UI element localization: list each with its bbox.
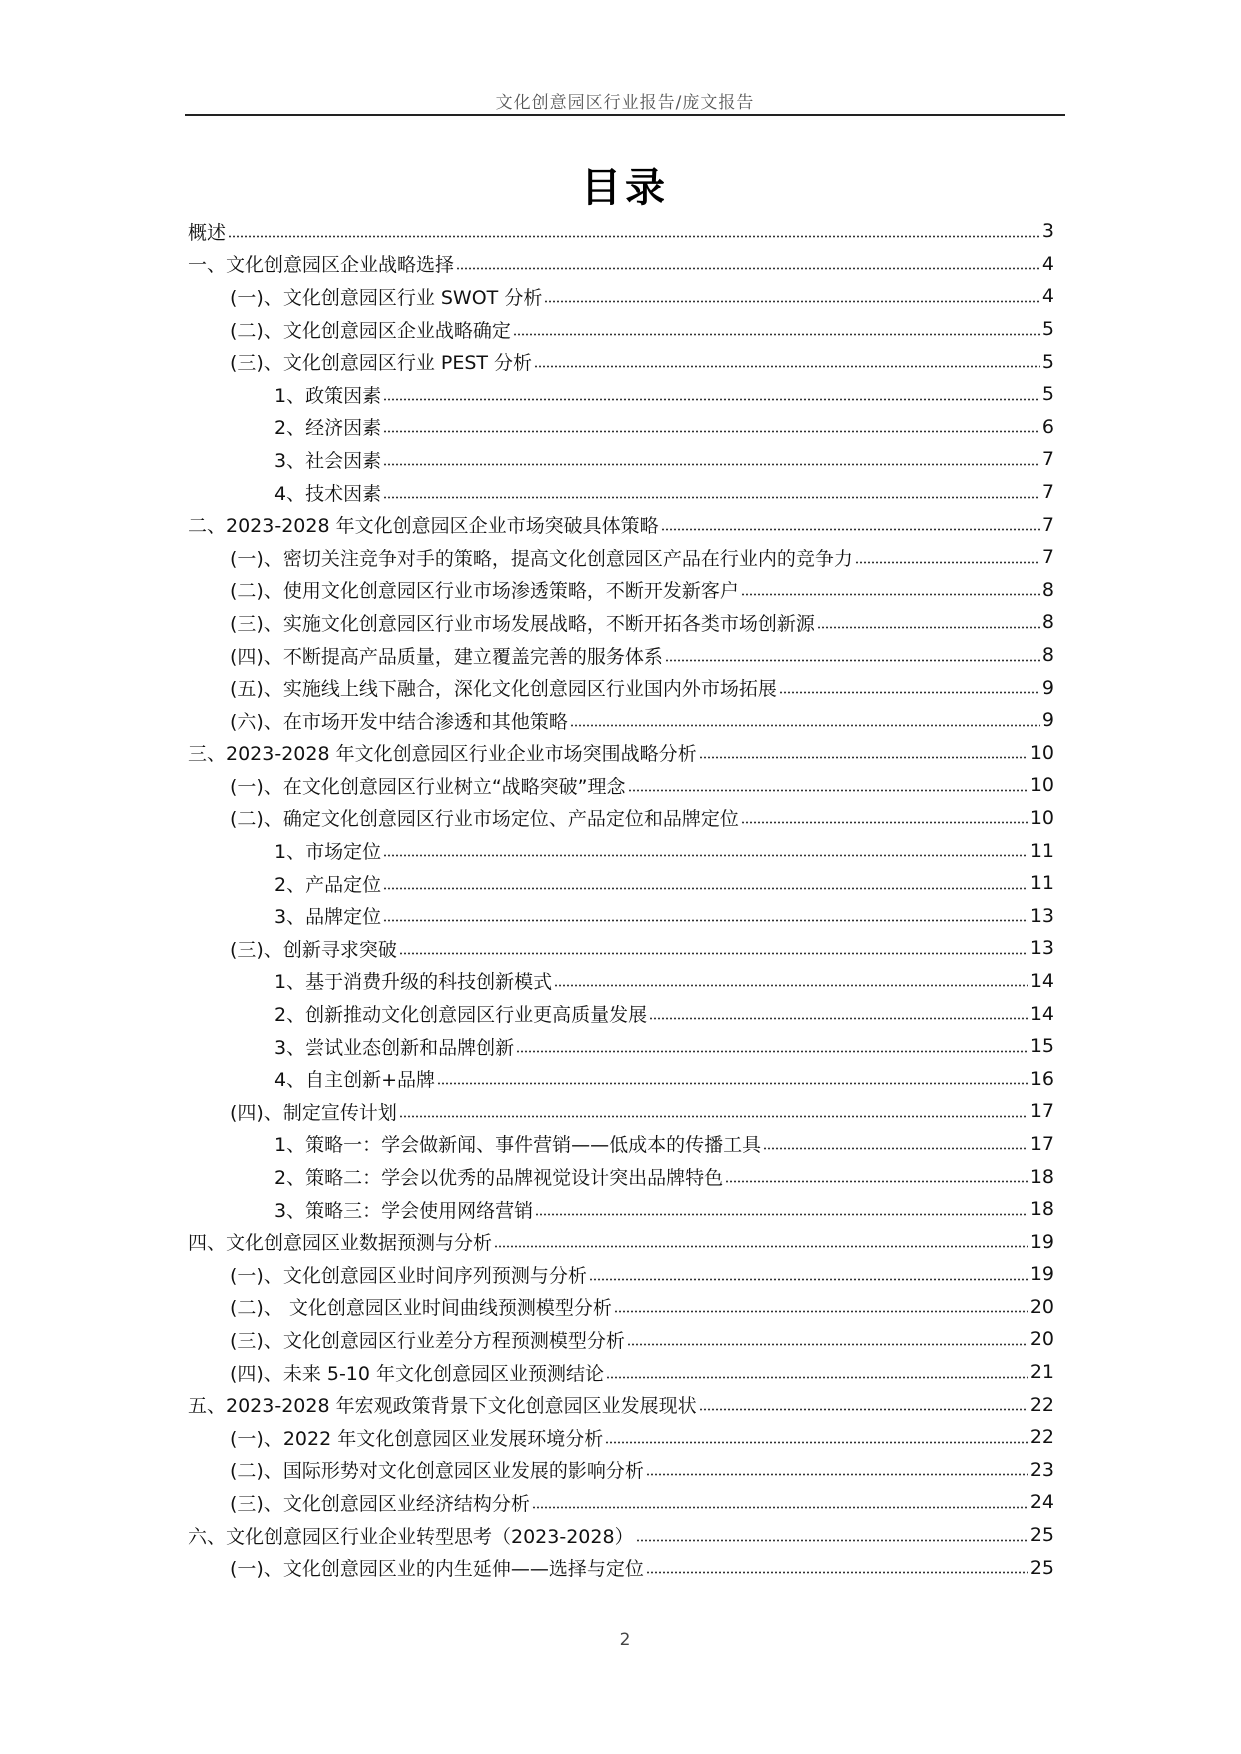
toc-entry-page: 8 [1041, 611, 1054, 634]
toc-dot-leader [763, 1147, 1028, 1150]
table-of-contents [188, 215, 1054, 1584]
toc-entry-page: 23 [1029, 1458, 1054, 1481]
toc-entry-page: 22 [1029, 1393, 1054, 1416]
toc-dot-leader [725, 1180, 1028, 1183]
toc-entry[interactable] [188, 1030, 1054, 1063]
toc-entry-page: 11 [1029, 839, 1054, 862]
toc-entry-page: 20 [1029, 1328, 1054, 1351]
toc-dot-leader [661, 528, 1040, 531]
toc-entry-label: (二)、确定文化创意园区行业市场定位、产品定位和品牌定位 [230, 808, 739, 831]
toc-dot-leader [855, 561, 1040, 564]
toc-entry-label: 1、市场定位 [274, 841, 382, 864]
toc-entry-label: 三、2023-2028 年文化创意园区行业企业市场突围战略分析 [188, 743, 697, 766]
toc-entry-page: 6 [1041, 415, 1054, 438]
toc-entry-page: 3 [1041, 220, 1054, 243]
toc-dot-leader [627, 1343, 1028, 1346]
toc-entry[interactable] [188, 508, 1054, 541]
toc-dot-leader [383, 398, 1040, 401]
toc-entry[interactable] [188, 1454, 1054, 1487]
toc-entry[interactable] [188, 704, 1054, 737]
toc-entry-page: 22 [1029, 1426, 1054, 1449]
toc-dot-leader [437, 1082, 1028, 1085]
toc-dot-leader [383, 854, 1028, 857]
toc-entry[interactable] [188, 280, 1054, 313]
toc-entry-page: 5 [1041, 318, 1054, 341]
toc-dot-leader [399, 952, 1028, 955]
toc-entry[interactable] [188, 1193, 1054, 1226]
toc-dot-leader [383, 463, 1040, 466]
toc-entry-label: (四)、不断提高产品质量，建立覆盖完善的服务体系 [230, 645, 663, 668]
toc-entry-label: (四)、未来 5-10 年文化创意园区业预测结论 [230, 1362, 605, 1385]
toc-entry-label: (三)、实施文化创意园区行业市场发展战略，不断开拓各类市场创新源 [230, 612, 815, 635]
toc-entry-label: 六、文化创意园区行业企业转型思考（2023-2028） [188, 1525, 634, 1548]
toc-entry-label: 2、策略二：学会以优秀的品牌视觉设计突出品牌特色 [274, 1167, 724, 1190]
toc-entry-label: (二)、国际形势对文化创意园区业发展的影响分析 [230, 1460, 644, 1483]
toc-entry[interactable] [188, 443, 1054, 476]
toc-entry-page: 10 [1029, 741, 1054, 764]
toc-entry-page: 25 [1029, 1524, 1054, 1547]
toc-entry-page: 24 [1029, 1491, 1054, 1514]
toc-entry-label: 3、策略三：学会使用网络营销 [274, 1199, 534, 1222]
toc-entry[interactable] [188, 1225, 1054, 1258]
toc-entry-label: (三)、创新寻求突破 [230, 938, 397, 961]
toc-entry-page: 7 [1041, 481, 1054, 504]
toc-entry-page: 14 [1029, 1002, 1054, 1025]
toc-entry[interactable] [188, 737, 1054, 770]
toc-dot-leader [646, 1571, 1028, 1574]
toc-entry[interactable] [188, 248, 1054, 281]
toc-entry-label: (一)、2022 年文化创意园区业发展环境分析 [230, 1427, 604, 1450]
toc-dot-leader [605, 1441, 1028, 1444]
toc-entry-label: (三)、文化创意园区行业 PEST 分析 [230, 352, 533, 375]
toc-entry-label: (二)、文化创意园区企业战略确定 [230, 319, 511, 342]
toc-entry[interactable] [188, 541, 1054, 574]
toc-dot-leader [399, 1115, 1028, 1118]
toc-entry-label: (六)、在市场开发中结合渗透和其他策略 [230, 710, 568, 733]
toc-entry[interactable] [188, 1388, 1054, 1421]
toc-entry-page: 15 [1029, 1035, 1054, 1058]
toc-dot-leader [606, 1376, 1028, 1379]
toc-dot-leader [646, 1473, 1028, 1476]
toc-entry-page: 11 [1029, 872, 1054, 895]
toc-entry[interactable] [188, 215, 1054, 248]
toc-dot-leader [516, 1050, 1028, 1053]
toc-dot-leader [534, 365, 1040, 368]
toc-entry-page: 10 [1029, 774, 1054, 797]
toc-dot-leader [614, 1310, 1028, 1313]
toc-entry-label: (一)、密切关注竞争对手的策略，提高文化创意园区产品在行业内的竞争力 [230, 547, 853, 570]
toc-entry-page: 7 [1041, 448, 1054, 471]
toc-entry-page: 4 [1041, 252, 1054, 275]
toc-entry-page: 20 [1029, 1295, 1054, 1318]
toc-entry-page: 18 [1029, 1198, 1054, 1221]
toc-entry[interactable] [188, 965, 1054, 998]
toc-entry-label: 2、创新推动文化创意园区行业更高质量发展 [274, 1004, 648, 1027]
toc-entry-label: 一、文化创意园区企业战略选择 [188, 254, 455, 277]
toc-entry-label: (一)、文化创意园区行业 SWOT 分析 [230, 286, 543, 309]
toc-entry-label: (一)、文化创意园区业时间序列预测与分析 [230, 1264, 587, 1287]
toc-dot-leader [532, 1506, 1028, 1509]
toc-entry[interactable] [188, 1291, 1054, 1324]
toc-entry-label: 概述 [188, 221, 227, 244]
toc-dot-leader [554, 984, 1028, 987]
toc-dot-leader [513, 333, 1040, 336]
toc-dot-leader [228, 235, 1040, 238]
toc-entry[interactable] [188, 1356, 1054, 1389]
toc-entry-label: 4、自主创新+品牌 [274, 1069, 436, 1092]
toc-entry[interactable] [188, 1160, 1054, 1193]
toc-dot-leader [649, 1017, 1028, 1020]
toc-entry-page: 5 [1041, 383, 1054, 406]
toc-entry-label: (五)、实施线上线下融合，深化文化创意园区行业国内外市场拓展 [230, 678, 777, 701]
toc-dot-leader [741, 593, 1040, 596]
toc-dot-leader [383, 887, 1028, 890]
toc-entry-page: 13 [1029, 904, 1054, 927]
toc-entry-page: 19 [1029, 1263, 1054, 1286]
toc-entry[interactable] [188, 476, 1054, 509]
page-header: 文化创意园区行业报告/庞文报告 [495, 93, 755, 113]
toc-entry-label: (四)、制定宣传计划 [230, 1101, 397, 1124]
toc-entry-label: (三)、文化创意园区业经济结构分析 [230, 1492, 530, 1515]
toc-entry-page: 8 [1041, 644, 1054, 667]
toc-entry[interactable] [188, 411, 1054, 444]
toc-dot-leader [628, 789, 1028, 792]
toc-entry-page: 19 [1029, 1230, 1054, 1253]
toc-entry[interactable] [188, 574, 1054, 607]
toc-entry-page: 8 [1041, 578, 1054, 601]
toc-entry[interactable] [188, 802, 1054, 835]
toc-entry-label: 二、2023-2028 年文化创意园区企业市场突破具体策略 [188, 515, 659, 538]
toc-entry[interactable] [188, 1323, 1054, 1356]
page-number: 2 [619, 1630, 631, 1650]
toc-entry-label: 2、产品定位 [274, 873, 382, 896]
toc-title: 目录 [581, 165, 669, 211]
toc-entry[interactable] [188, 899, 1054, 932]
toc-entry[interactable] [188, 606, 1054, 639]
header-divider [185, 114, 1065, 116]
toc-dot-leader [699, 1408, 1028, 1411]
toc-entry[interactable] [188, 1128, 1054, 1161]
toc-entry[interactable] [188, 867, 1054, 900]
toc-entry[interactable] [188, 834, 1054, 867]
toc-entry[interactable] [188, 378, 1054, 411]
toc-entry-label: 3、尝试业态创新和品牌创新 [274, 1036, 515, 1059]
toc-entry-label: 1、基于消费升级的科技创新模式 [274, 971, 553, 994]
toc-dot-leader [383, 496, 1040, 499]
toc-entry-label: 4、技术因素 [274, 482, 382, 505]
toc-dot-leader [544, 300, 1040, 303]
toc-entry-page: 9 [1041, 676, 1054, 699]
toc-dot-leader [494, 1245, 1028, 1248]
toc-entry[interactable] [188, 1421, 1054, 1454]
toc-entry-label: (二)、使用文化创意园区行业市场渗透策略，不断开发新客户 [230, 580, 739, 603]
toc-dot-leader [665, 659, 1040, 662]
toc-entry-page: 25 [1029, 1556, 1054, 1579]
toc-entry-page: 17 [1029, 1132, 1054, 1155]
toc-entry-label: 1、政策因素 [274, 384, 382, 407]
toc-entry-page: 18 [1029, 1165, 1054, 1188]
toc-entry-page: 21 [1029, 1361, 1054, 1384]
toc-dot-leader [817, 626, 1040, 629]
toc-entry[interactable] [188, 313, 1054, 346]
toc-entry[interactable] [188, 1519, 1054, 1552]
toc-dot-leader [570, 724, 1040, 727]
toc-entry-label: 五、2023-2028 年宏观政策背景下文化创意园区业发展现状 [188, 1395, 697, 1418]
toc-entry-label: 3、社会因素 [274, 449, 382, 472]
toc-entry-page: 13 [1029, 937, 1054, 960]
toc-entry-page: 9 [1041, 709, 1054, 732]
toc-entry[interactable] [188, 639, 1054, 672]
toc-entry-label: (一)、在文化创意园区行业树立“战略突破”理念 [230, 775, 626, 798]
toc-entry-label: 2、经济因素 [274, 417, 382, 440]
toc-entry-page: 16 [1029, 1067, 1054, 1090]
toc-dot-leader [741, 821, 1028, 824]
toc-entry-page: 17 [1029, 1100, 1054, 1123]
toc-entry-label: 四、文化创意园区业数据预测与分析 [188, 1232, 493, 1255]
toc-dot-leader [456, 267, 1040, 270]
toc-entry-label: (二)、 文化创意园区业时间曲线预测模型分析 [230, 1297, 612, 1320]
toc-entry[interactable] [188, 671, 1054, 704]
toc-dot-leader [383, 919, 1028, 922]
toc-dot-leader [589, 1278, 1028, 1281]
toc-entry[interactable] [188, 1551, 1054, 1584]
toc-entry[interactable] [188, 1062, 1054, 1095]
toc-entry[interactable] [188, 1095, 1054, 1128]
toc-entry-page: 7 [1041, 513, 1054, 536]
toc-dot-leader [535, 1213, 1028, 1216]
toc-entry-page: 14 [1029, 969, 1054, 992]
toc-dot-leader [699, 756, 1028, 759]
toc-entry[interactable] [188, 997, 1054, 1030]
toc-entry-page: 10 [1029, 806, 1054, 829]
toc-entry[interactable] [188, 1486, 1054, 1519]
toc-entry-label: (一)、文化创意园区业的内生延伸——选择与定位 [230, 1558, 644, 1581]
toc-entry[interactable] [188, 345, 1054, 378]
toc-entry-page: 5 [1041, 350, 1054, 373]
toc-dot-leader [636, 1539, 1028, 1542]
toc-dot-leader [779, 691, 1040, 694]
toc-entry-label: 3、品牌定位 [274, 906, 382, 929]
toc-dot-leader [383, 430, 1040, 433]
toc-entry-page: 4 [1041, 285, 1054, 308]
toc-entry[interactable] [188, 1258, 1054, 1291]
toc-entry-label: 1、策略一：学会做新闻、事件营销——低成本的传播工具 [274, 1134, 762, 1157]
toc-entry-label: (三)、文化创意园区行业差分方程预测模型分析 [230, 1329, 625, 1352]
toc-entry[interactable] [188, 769, 1054, 802]
toc-entry-page: 7 [1041, 546, 1054, 569]
toc-entry[interactable] [188, 932, 1054, 965]
